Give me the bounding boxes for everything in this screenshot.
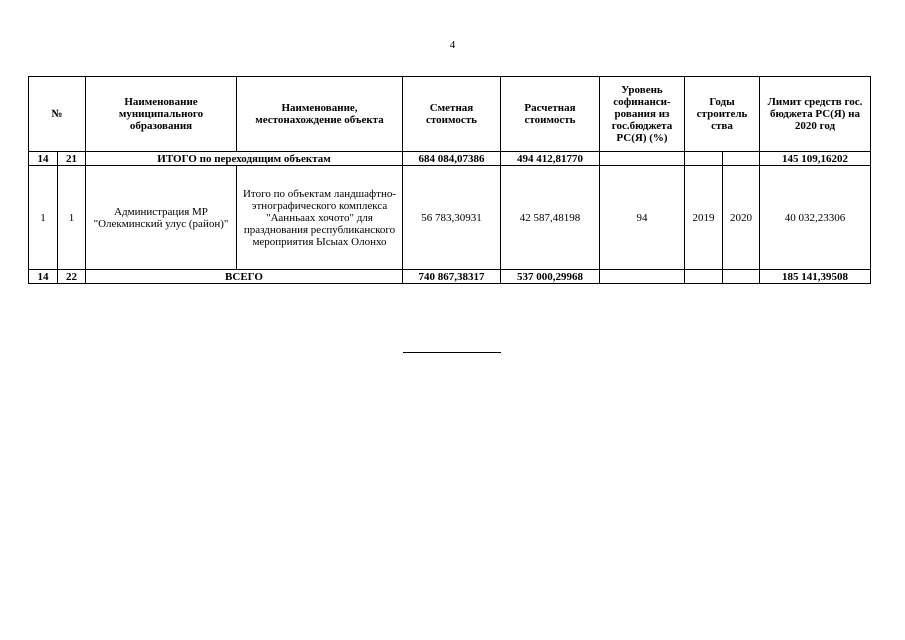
row-year-end: 2020 <box>723 166 760 270</box>
total-col2: 22 <box>58 270 86 284</box>
total-estimated-cost: 740 867,38317 <box>403 270 501 284</box>
table-row <box>29 166 871 270</box>
header-limit: Лимит средств гос. бюджета РС(Я) на 2020 год <box>760 77 871 152</box>
total-year-end <box>723 270 760 284</box>
total-calculated-cost: 537 000,29968 <box>501 270 600 284</box>
row-limit: 40 032,23306 <box>760 166 871 270</box>
row-year-start: 2019 <box>685 166 723 270</box>
total-col1: 14 <box>29 270 58 284</box>
table-header-row <box>29 77 871 152</box>
row-object: Итого по объектам ландшафтно-этнографического комплекса "Аанньаах хочото" для празднования республиканского мероприятия Ысыах Олонхо <box>237 166 403 270</box>
budget-table <box>28 76 871 284</box>
subtotal-limit: 145 109,16202 <box>760 152 871 166</box>
subtotal-row <box>29 152 871 166</box>
subtotal-estimated-cost: 684 084,07386 <box>403 152 501 166</box>
header-number: № <box>29 77 86 152</box>
total-row <box>29 270 871 284</box>
subtotal-calculated-cost: 494 412,81770 <box>501 152 600 166</box>
total-label: ВСЕГО <box>86 270 403 284</box>
total-year-start <box>685 270 723 284</box>
row-municipality: Администрация МР "Олекминский улус (район)" <box>86 166 237 270</box>
subtotal-year-start <box>685 152 723 166</box>
header-municipality: Наименование муниципального образования <box>86 77 237 152</box>
row-calculated-cost: 42 587,48198 <box>501 166 600 270</box>
header-years: Годы строитель ства <box>685 77 760 152</box>
subtotal-label: ИТОГО по переходящим объектам <box>86 152 403 166</box>
subtotal-year-end <box>723 152 760 166</box>
row-col1: 1 <box>29 166 58 270</box>
footer-rule <box>403 352 501 353</box>
page-number: 4 <box>449 39 456 51</box>
total-cofinancing <box>600 270 685 284</box>
subtotal-col1: 14 <box>29 152 58 166</box>
row-estimated-cost: 56 783,30931 <box>403 166 501 270</box>
row-col2: 1 <box>58 166 86 270</box>
header-estimated-cost: Сметная стоимость <box>403 77 501 152</box>
header-object: Наименование, местонахождение объекта <box>237 77 403 152</box>
header-calculated-cost: Расчетная стоимость <box>501 77 600 152</box>
subtotal-cofinancing <box>600 152 685 166</box>
total-limit: 185 141,39508 <box>760 270 871 284</box>
row-cofinancing: 94 <box>600 166 685 270</box>
header-cofinancing: Уровень софинанси-рования из гос.бюджета РС(Я) (%) <box>600 77 685 152</box>
subtotal-col2: 21 <box>58 152 86 166</box>
